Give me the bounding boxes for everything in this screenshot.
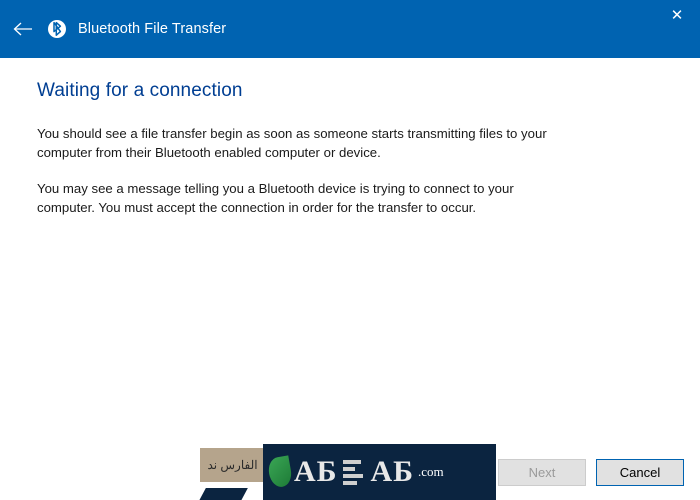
watermark-letters-2: AБ — [370, 455, 414, 488]
watermark-ribbon-tail — [194, 488, 248, 500]
close-button[interactable] — [654, 0, 700, 30]
back-button[interactable] — [0, 0, 46, 58]
title-bar — [0, 0, 700, 58]
watermark-overlay — [200, 444, 500, 500]
footer-bar — [0, 444, 700, 500]
watermark-bars-icon — [343, 460, 363, 485]
back-arrow-icon — [13, 22, 33, 36]
watermark-letters: AБ — [294, 455, 338, 488]
watermark-arabic-text: الفارس ند — [200, 448, 265, 482]
window-title: Bluetooth File Transfer — [78, 21, 227, 37]
close-icon: ✕ — [670, 6, 684, 24]
cancel-button[interactable]: Cancel — [596, 459, 684, 486]
next-button[interactable]: Next — [498, 459, 586, 486]
content-area — [0, 58, 700, 444]
description-paragraph-1: You should see a file transfer begin as soon as someone starts transmitting files to your computer from their Bluetooth enabled computer or device. — [37, 126, 547, 161]
bluetooth-icon — [46, 18, 68, 40]
leaf-icon — [267, 455, 294, 488]
page-title: Waiting for a connection — [37, 80, 243, 101]
watermark-dotcom: .com — [418, 464, 444, 479]
watermark-logo — [263, 444, 496, 500]
description-paragraph-2: You may see a message telling you a Bluetooth device is trying to connect to your computer. You must accept the connection in order for the transfer to occur. — [37, 181, 514, 216]
